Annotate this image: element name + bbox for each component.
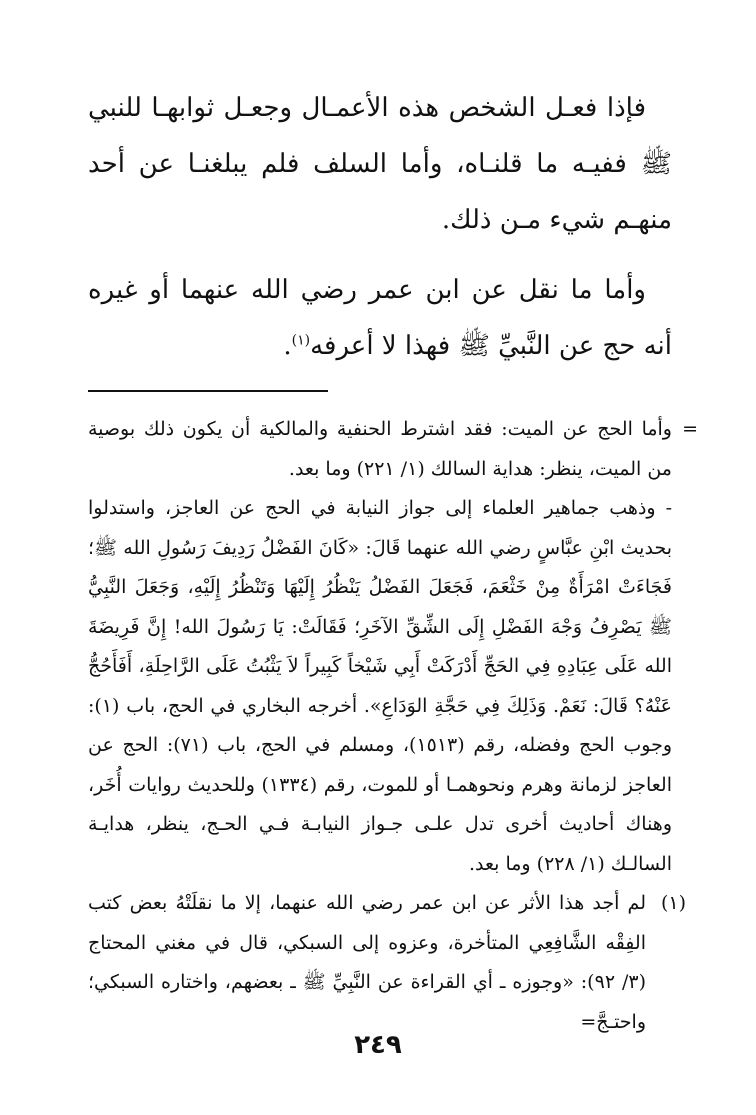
footnote-1-text: لم أجد هذا الأثر عن ابن عمر رضي الله عنهما، إلا ما نقلَتْهُ بعض كتب الفِقْه الشَّافِعِي المتأخرة، وعزوه إلى السبكي، قال في مغني المحتاج (٣/ ٩٢): «وجوزه ـ أي القراءة عن النَّبِيِّ ﷺ ـ بعضهم، واختاره السبكي؛ واحتـجَّ= [88, 892, 646, 1033]
main-paragraph-2-text: وأما ما نقل عن ابن عمر رضي الله عنهما أو غيره أنه حج عن النَّبيِّ ﷺ فهذا لا أعرفه [88, 275, 672, 361]
main-paragraph-2 [88, 262, 672, 374]
footnotes [88, 410, 698, 1042]
footnote-separator-wrap [88, 390, 672, 408]
main-paragraph-1: فإذا فعـل الشخص هذه الأعمـال وجعـل ثوابهـا للنبي ﷺ ففيـه ما قلنـاه، وأما السلف فلم يبلغنـا عن أحد منهـم شيء مـن ذلك. [88, 93, 672, 235]
book-page [88, 80, 698, 1042]
footnote-separator [88, 390, 328, 392]
footnote-continuation [88, 410, 698, 489]
footnote-continuation-2: - وذهب جماهير العلماء إلى جواز النيابة في الحج عن العاجز، واستدلوا بحديث ابْنِ عبَّاسٍ رضي الله عنهما قَالَ: «كَانَ الفَضْلُ رَدِيفَ رَسُولِ الله ﷺ؛ فَجَاءَتْ امْرَأَةٌ مِنْ خَثْعَمَ، فَجَعَلَ الفَضْلُ يَنْظُرُ إِلَيْهَا وَتَنْظُرُ إِلَيْهِ، وَجَعَلَ النَّبِيُّ ﷺ يَصْرِفُ وَجْهَ الفَضْلِ إِلَى الشِّقِّ الآخَرِ؛ فَقَالَتْ: يَا رَسُولَ الله! إِنَّ فَرِيضَةَ الله عَلَى عِبَادِهِ فِي الحَجِّ أَدْرَكَتْ أَبِي شَيْخاً كَبِيراً لاَ يَثْبُتُ عَلَى الرَّاحِلَةِ، أَفَأَحُجُّ عَنْهُ؟ قَالَ: نَعَمْ. وَذَلِكَ فِي حَجَّةِ الوَدَاعِ». أخرجه البخاري في الحج، باب (١): وجوب الحج وفضله، رقم (١٥١٣)، ومسلم في الحج، باب (٧١): الحج عن العاجز لزمانة وهرم ونحوهمـا أو للموت، رقم (١٣٣٤) وللحديث روايات أُخَر، وهناك أحاديث أخرى تدل علـى جـواز النيابـة فـي الحـج، ينظر، هدايـة السالـك (١/ ٢٢٨) وما بعد. [88, 497, 672, 875]
main-text [88, 80, 672, 374]
page-number: ٢٤٩ [354, 1030, 402, 1060]
main-paragraph-2-end: . [283, 331, 292, 361]
footnote-continuation-text: وأما الحج عن الميت: فقد اشترط الحنفية والمالكية أن يكون ذلك بوصية من الميت، ينظر: هداية السالك (١/ ٢٢١) وما بعد. [88, 418, 672, 480]
footnote-1 [88, 884, 686, 1042]
continuation-mark: = [682, 418, 698, 440]
footnote-reference: (١) [291, 332, 311, 349]
footnote-1-number: (١) [660, 892, 686, 914]
